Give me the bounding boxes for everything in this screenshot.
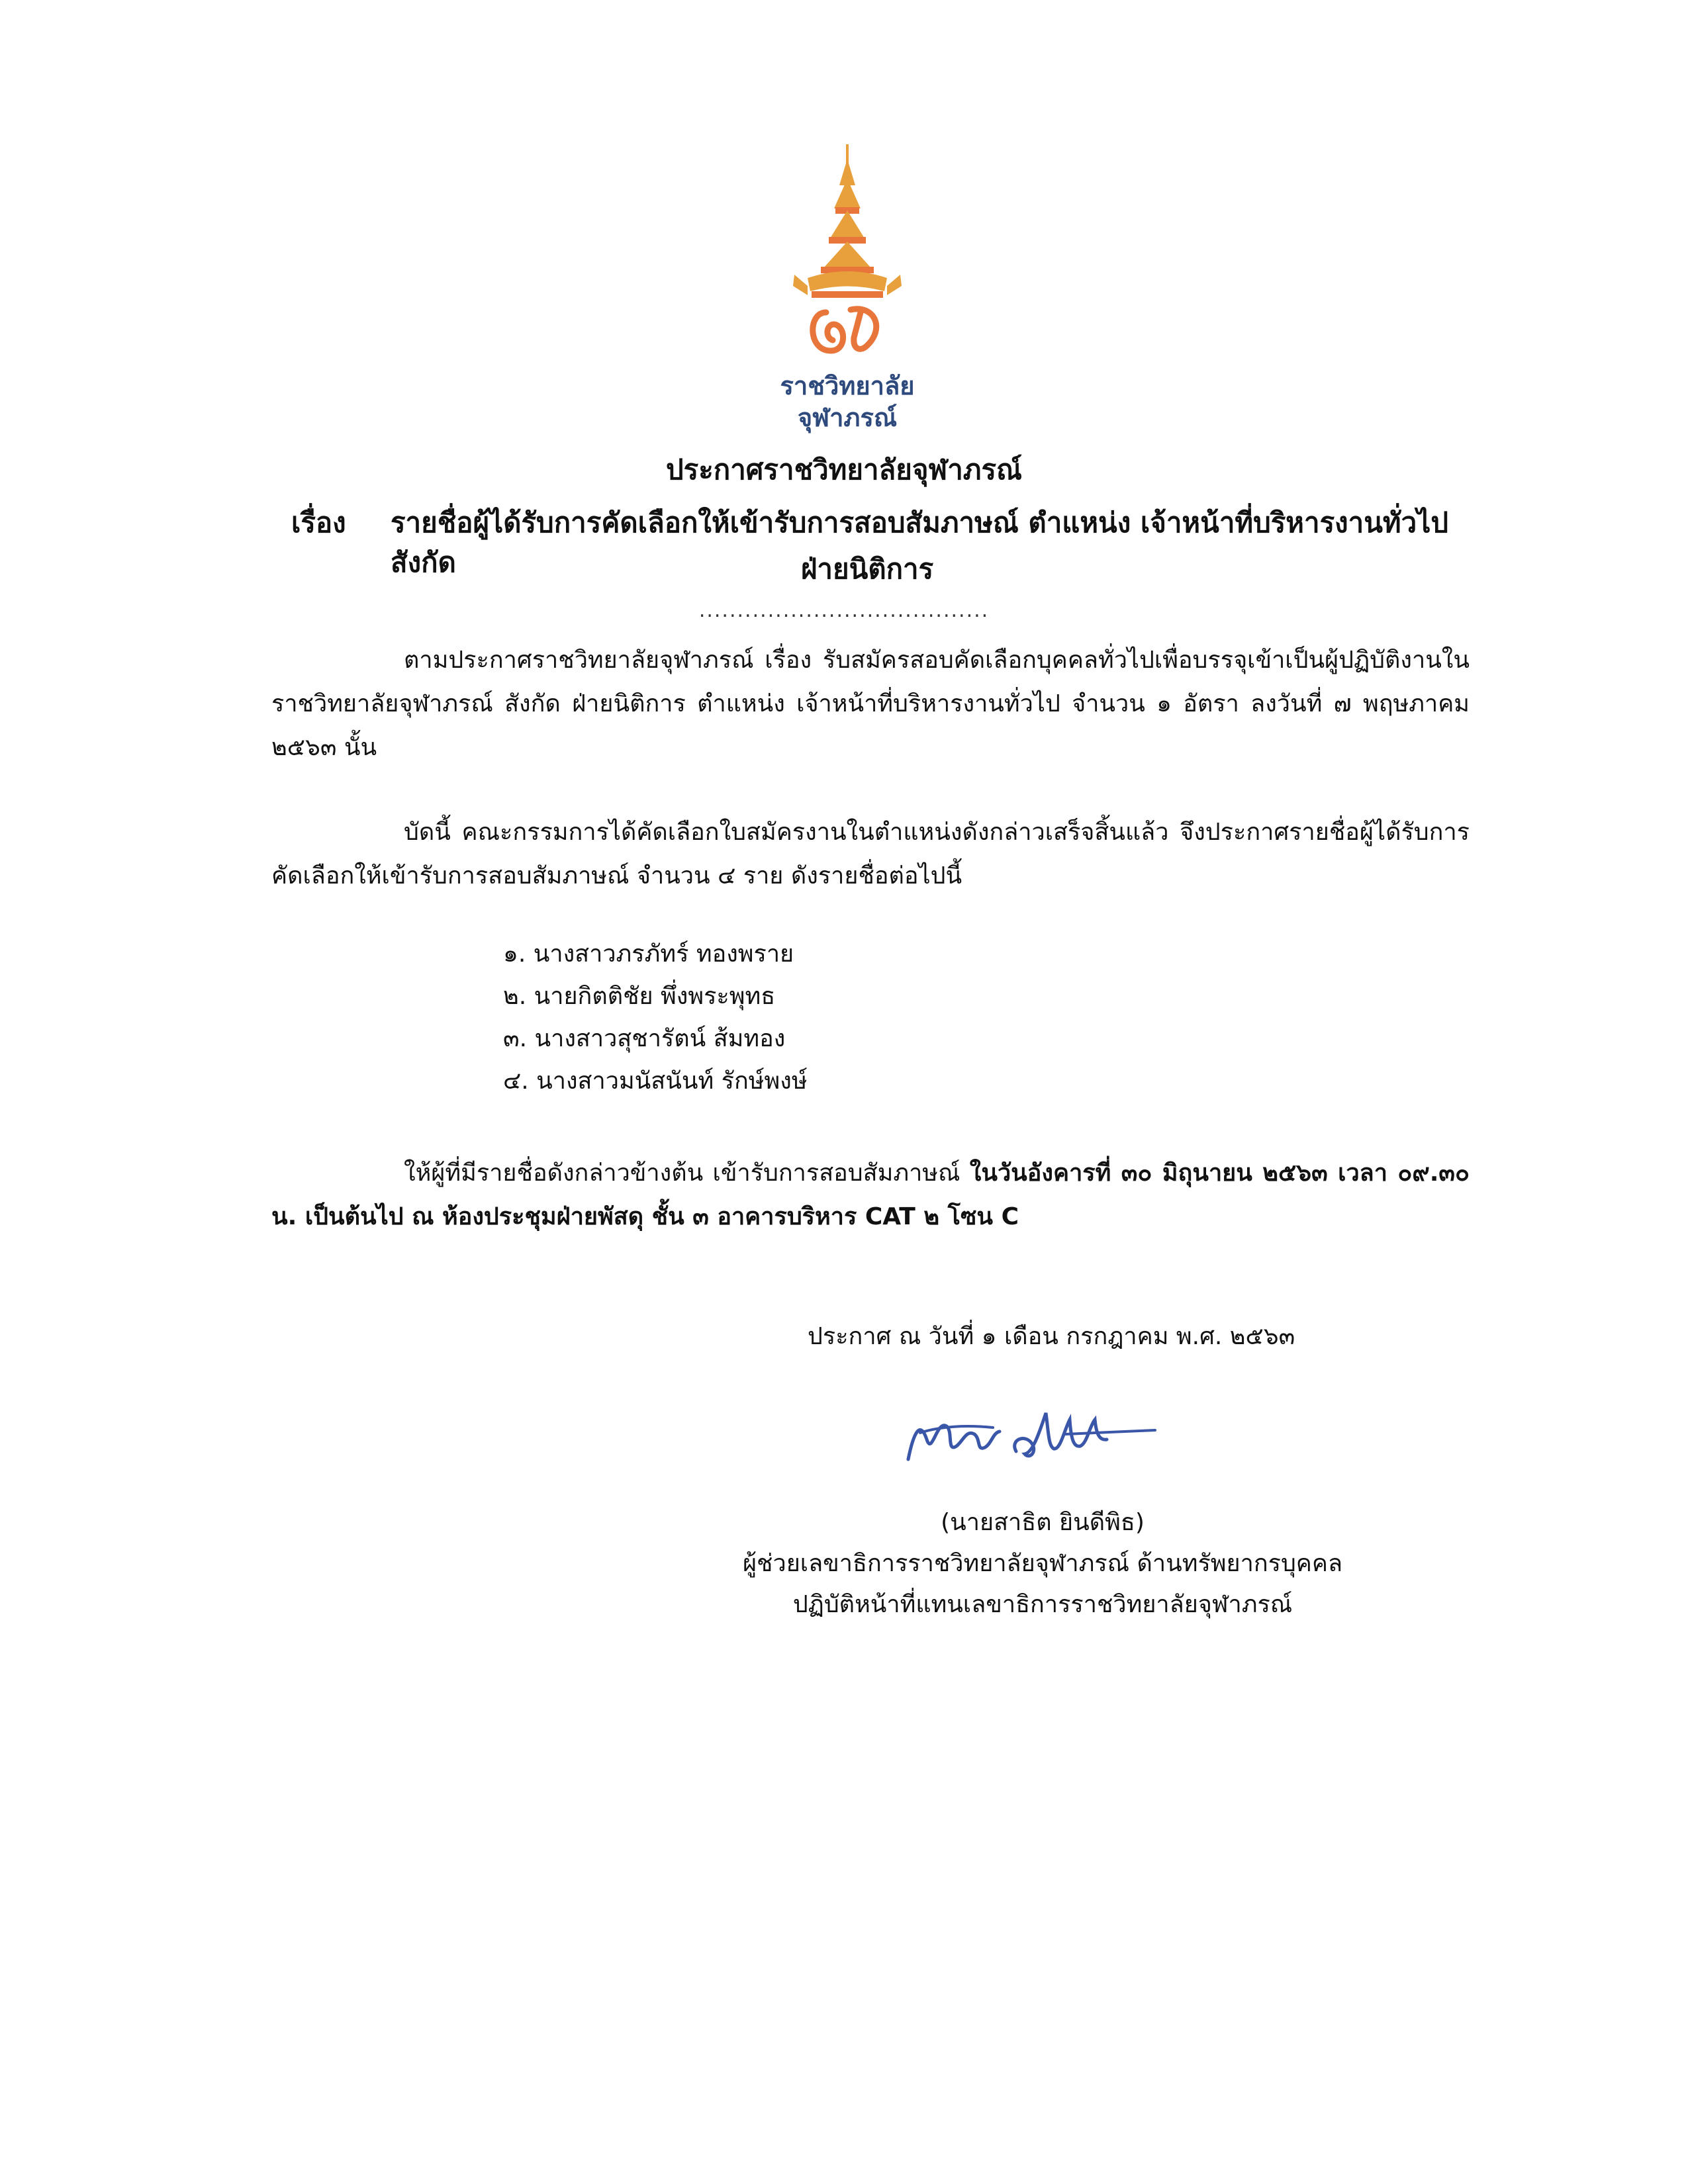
logo-name-line1: ราชวิทยาลัย: [780, 371, 915, 400]
paragraph-reference-text: ตามประกาศราชวิทยาลัยจุฬาภรณ์ เรื่อง รับสมัครสอบคัดเลือกบุคคลทั่วไปเพื่อบรรจุเข้าเป็นผู้ปฏิบัติงานในราชวิทยาลัยจุฬาภรณ์ สังกัด ฝ่ายนิติการ ตำแหน่ง เจ้าหน้าที่บริหารงานทั่วไป จำนวน ๑ อัตรา ลงวันที่ ๗ พฤษภาคม ๒๕๖๓ นั้น: [271, 647, 1470, 761]
signature: [900, 1393, 1165, 1479]
interview-schedule: ในวันอังคารที่ ๓๐ มิถุนายน ๒๕๖๓ เวลา ๐๙.๓๐ น. เป็นต้นไป ณ ห้องประชุมฝ่ายพัสดุ ชั้น ๓ อาคารบริหาร CAT ๒ โซน C: [271, 1160, 1470, 1230]
subject-label: เรื่อง: [291, 506, 346, 539]
paragraph-selection: [271, 811, 1470, 898]
list-item: ๓. นางสาวสุชารัตน์ ส้มทอง: [503, 1025, 786, 1052]
subject-text-line1: รายชื่อผู้ได้รับการคัดเลือกให้เข้ารับการสอบสัมภาษณ์ ตำแหน่ง เจ้าหน้าที่บริหารงานทั่วไป สังกัด: [391, 506, 1448, 578]
paragraph-selection-text: บัดนี้ คณะกรรมการได้คัดเลือกใบสมัครงานในตำแหน่งดังกล่าวเสร็จสิ้นแล้ว จึงประกาศรายชื่อผู้ได้รับการคัดเลือกให้เข้ารับการสอบสัมภาษณ์ จำนวน ๔ ราย ดังรายชื่อต่อไปนี้: [271, 819, 1470, 889]
list-item: ๑. นางสาวภรภัทร์ ทองพราย: [503, 940, 794, 968]
announcement-date: ประกาศ ณ วันที่ ๑ เดือน กรกฎาคม พ.ศ. ๒๕๖๓: [808, 1323, 1295, 1350]
signer-acting-position: ปฏิบัติหน้าที่แทนเลขาธิการราชวิทยาลัยจุฬาภรณ์: [792, 1591, 1293, 1618]
handwritten-signature-icon: [900, 1393, 1165, 1479]
list-item: ๒. นายกิตติชัย พึ่งพระพุทธ: [503, 983, 776, 1010]
signer-position: ผู้ช่วยเลขาธิการราชวิทยาลัยจุฬาภรณ์ ด้านทรัพยากรบุคคล: [742, 1550, 1343, 1577]
signer-name: (นายสาธิต ยินดีพิธ): [941, 1509, 1145, 1536]
signer-block: [662, 1502, 1423, 1625]
paragraph-interview: [271, 1152, 1470, 1239]
logo-name-line2: จุฬาภรณ์: [797, 403, 898, 432]
separator-dots: ......................................: [698, 599, 990, 622]
paragraph-interview-text: ให้ผู้ที่มีรายชื่อดังกล่าวข้างต้น เข้ารับการสอบสัมภาษณ์: [404, 1160, 970, 1187]
announcement-title: ประกาศราชวิทยาลัยจุฬาภรณ์: [665, 453, 1023, 486]
subject-text-line2: ฝ่ายนิติการ: [800, 553, 934, 585]
list-item: ๔. นางสาวมนัสนันท์ รักษ์พงษ์: [503, 1068, 808, 1095]
paragraph-reference: [271, 639, 1470, 770]
candidate-list: [503, 933, 808, 1103]
institution-logo: [768, 139, 927, 437]
royal-crown-emblem-icon: [768, 139, 927, 364]
